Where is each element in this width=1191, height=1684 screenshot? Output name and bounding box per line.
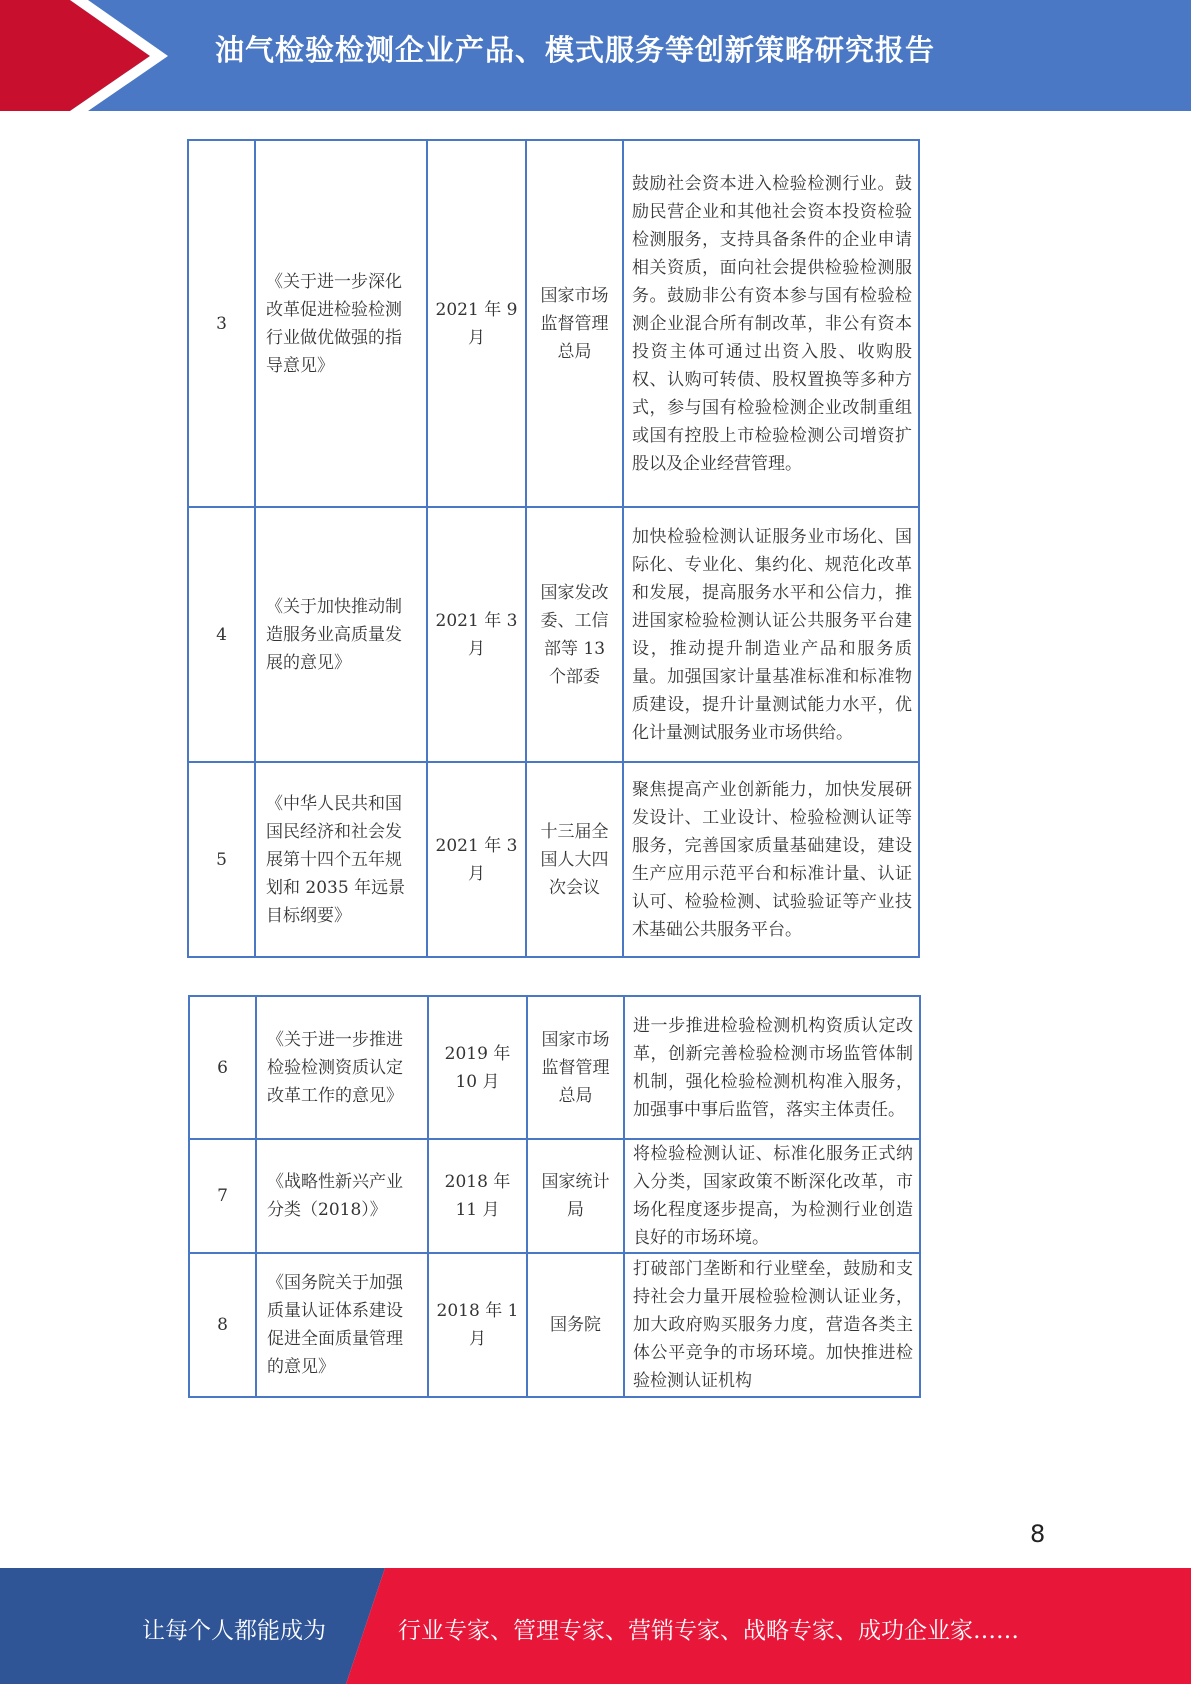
issuing-body: 国家发改委、工信部等 13 个部委: [526, 507, 623, 762]
issue-date: 2021 年 3 月: [427, 507, 526, 762]
page-header: [0, 0, 1191, 111]
table-row: [188, 762, 919, 957]
policy-description: 加快检验检测认证服务业市场化、国际化、专业化、集约化、规范化改革和发展，提高服务水平和公信力，推进国家检验检测认证公共服务平台建设，推动提升制造业产品和服务质量。加强国家计量基准标准和标准物质建设，提升计量测试能力水平，优化计量测试服务业市场供给。: [623, 507, 919, 762]
row-number: 7: [189, 1139, 256, 1253]
issue-date: 2018 年 1 月: [428, 1253, 527, 1397]
table-row: [189, 996, 920, 1139]
document-title: 《战略性新兴产业分类（2018）》: [256, 1139, 428, 1253]
policy-description: 鼓励社会资本进入检验检测行业。鼓励民营企业和其他社会资本投资检验检测服务，支持具备条件的企业申请相关资质，面向社会提供检验检测服务。鼓励非公有资本参与国有检验检测企业混合所有制改革，非公有资本投资主体可通过出资入股、收购股权、认购可转债、股权置换等多种方式，参与国有检验检测企业改制重组或国有控股上市检验检测公司增资扩股以及企业经营管理。: [623, 140, 919, 507]
document-title: 《关于进一步推进检验检测资质认定改革工作的意见》: [256, 996, 428, 1139]
document-title: 《关于进一步深化改革促进检验检测行业做优做强的指导意见》: [255, 140, 427, 507]
policy-table-upper: [187, 139, 920, 958]
row-number: 5: [188, 762, 255, 957]
policy-description: 聚焦提高产业创新能力，加快发展研发设计、工业设计、检验检测认证等服务，完善国家质量基础建设，建设生产应用示范平台和标准计量、认证认可、检验检测、试验验证等产业技术基础公共服务平台。: [623, 762, 919, 957]
document-title: 《中华人民共和国国民经济和社会发展第十四个五年规划和 2035 年远景目标纲要》: [255, 762, 427, 957]
document-title: 《关于加快推动制造服务业高质量发展的意见》: [255, 507, 427, 762]
issuing-body: 国家市场监督管理总局: [527, 996, 624, 1139]
issue-date: 2019 年 10 月: [428, 996, 527, 1139]
row-number: 4: [188, 507, 255, 762]
issue-date: 2018 年 11 月: [428, 1139, 527, 1253]
table-row: [188, 140, 919, 507]
row-number: 8: [189, 1253, 256, 1397]
row-number: 3: [188, 140, 255, 507]
page-number: 8: [1030, 1520, 1046, 1548]
table-row: [189, 1139, 920, 1253]
issue-date: 2021 年 3 月: [427, 762, 526, 957]
report-title: 油气检验检测企业产品、模式服务等创新策略研究报告: [215, 33, 936, 67]
policy-description: 进一步推进检验检测机构资质认定改革，创新完善检验检测市场监管体制机制，强化检验检测机构准入服务，加强事中事后监管，落实主体责任。: [624, 996, 920, 1139]
footer-slogan-right: 行业专家、管理专家、营销专家、战略专家、成功企业家……: [398, 1618, 1019, 1644]
policy-table-lower: [188, 995, 921, 1398]
policy-description: 打破部门垄断和行业壁垒，鼓励和支持社会力量开展检验检测认证业务，加大政府购买服务力度，营造各类主体公平竞争的市场环境。加快推进检验检测认证机构: [624, 1253, 920, 1397]
issue-date: 2021 年 9 月: [427, 140, 526, 507]
issuing-body: 十三届全国人大四次会议: [526, 762, 623, 957]
document-title: 《国务院关于加强质量认证体系建设促进全面质量管理的意见》: [256, 1253, 428, 1397]
footer-slogan-left: 让每个人都能成为: [142, 1618, 326, 1644]
table-row: [188, 507, 919, 762]
issuing-body: 国家统计局: [527, 1139, 624, 1253]
table-row: [189, 1253, 920, 1397]
issuing-body: 国家市场监督管理总局: [526, 140, 623, 507]
issuing-body: 国务院: [527, 1253, 624, 1397]
policy-description: 将检验检测认证、标准化服务正式纳入分类，国家政策不断深化改革，市场化程度逐步提高，为检测行业创造良好的市场环境。: [624, 1139, 920, 1253]
page-footer: [0, 1568, 1191, 1684]
row-number: 6: [189, 996, 256, 1139]
